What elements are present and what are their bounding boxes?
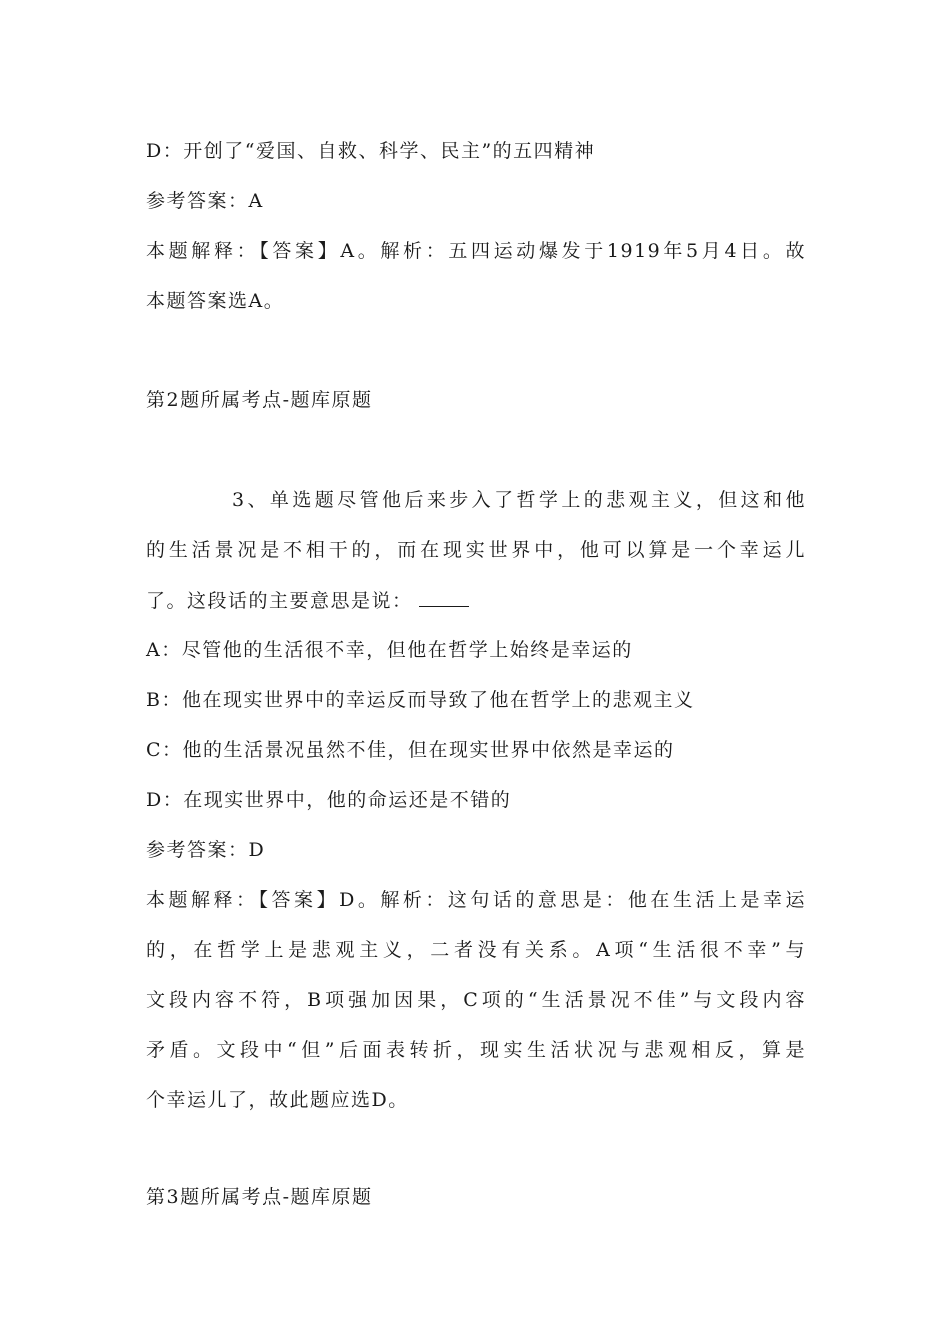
q3-explanation-line-1: 本题解释：【答案】D。解析：这句话的意思是：他在生活上是幸运 <box>146 889 806 911</box>
answer-blank <box>419 586 469 607</box>
q2-explanation-line-1: 本题解释：【答案】A。解析：五四运动爆发于1919年5月4日。故 <box>146 240 806 262</box>
q3-option-c: C：他的生活景况虽然不佳，但在现实世界中依然是幸运的 <box>146 739 675 761</box>
q2-option-d: D：开创了“爱国、自救、科学、民主”的五四精神 <box>146 140 596 162</box>
q3-stem-line-3 <box>146 586 806 615</box>
q3-explanation-line-3: 文段内容不符，B项强加因果，C项的“生活景况不佳”与文段内容 <box>146 989 806 1011</box>
q2-explanation-line-2: 本题答案选A。 <box>146 290 285 312</box>
q2-answer: 参考答案：A <box>146 190 264 212</box>
q3-answer: 参考答案：D <box>146 839 266 861</box>
q3-topic: 第3题所属考点-题库原题 <box>146 1186 373 1208</box>
q3-stem-line-1: 3、单选题尽管他后来步入了哲学上的悲观主义，但这和他 <box>232 489 806 511</box>
q3-stem-line-2: 的生活景况是不相干的，而在现实世界中，他可以算是一个幸运儿 <box>146 539 806 561</box>
q3-option-b: B：他在现实世界中的幸运反而导致了他在哲学上的悲观主义 <box>146 689 695 711</box>
q3-explanation-line-2: 的，在哲学上是悲观主义，二者没有关系。A项“生活很不幸”与 <box>146 939 806 961</box>
q3-option-d: D：在现实世界中，他的命运还是不错的 <box>146 789 512 811</box>
q2-topic: 第2题所属考点-题库原题 <box>146 389 373 411</box>
q3-stem-text: 了。这段话的主要意思是说： <box>146 590 413 612</box>
q3-option-a: A：尽管他的生活很不幸，但他在哲学上始终是幸运的 <box>146 639 633 661</box>
q3-explanation-line-5: 个幸运儿了，故此题应选D。 <box>146 1089 409 1111</box>
q3-explanation-line-4: 矛盾。文段中“但”后面表转折，现实生活状况与悲观相反，算是 <box>146 1039 806 1061</box>
